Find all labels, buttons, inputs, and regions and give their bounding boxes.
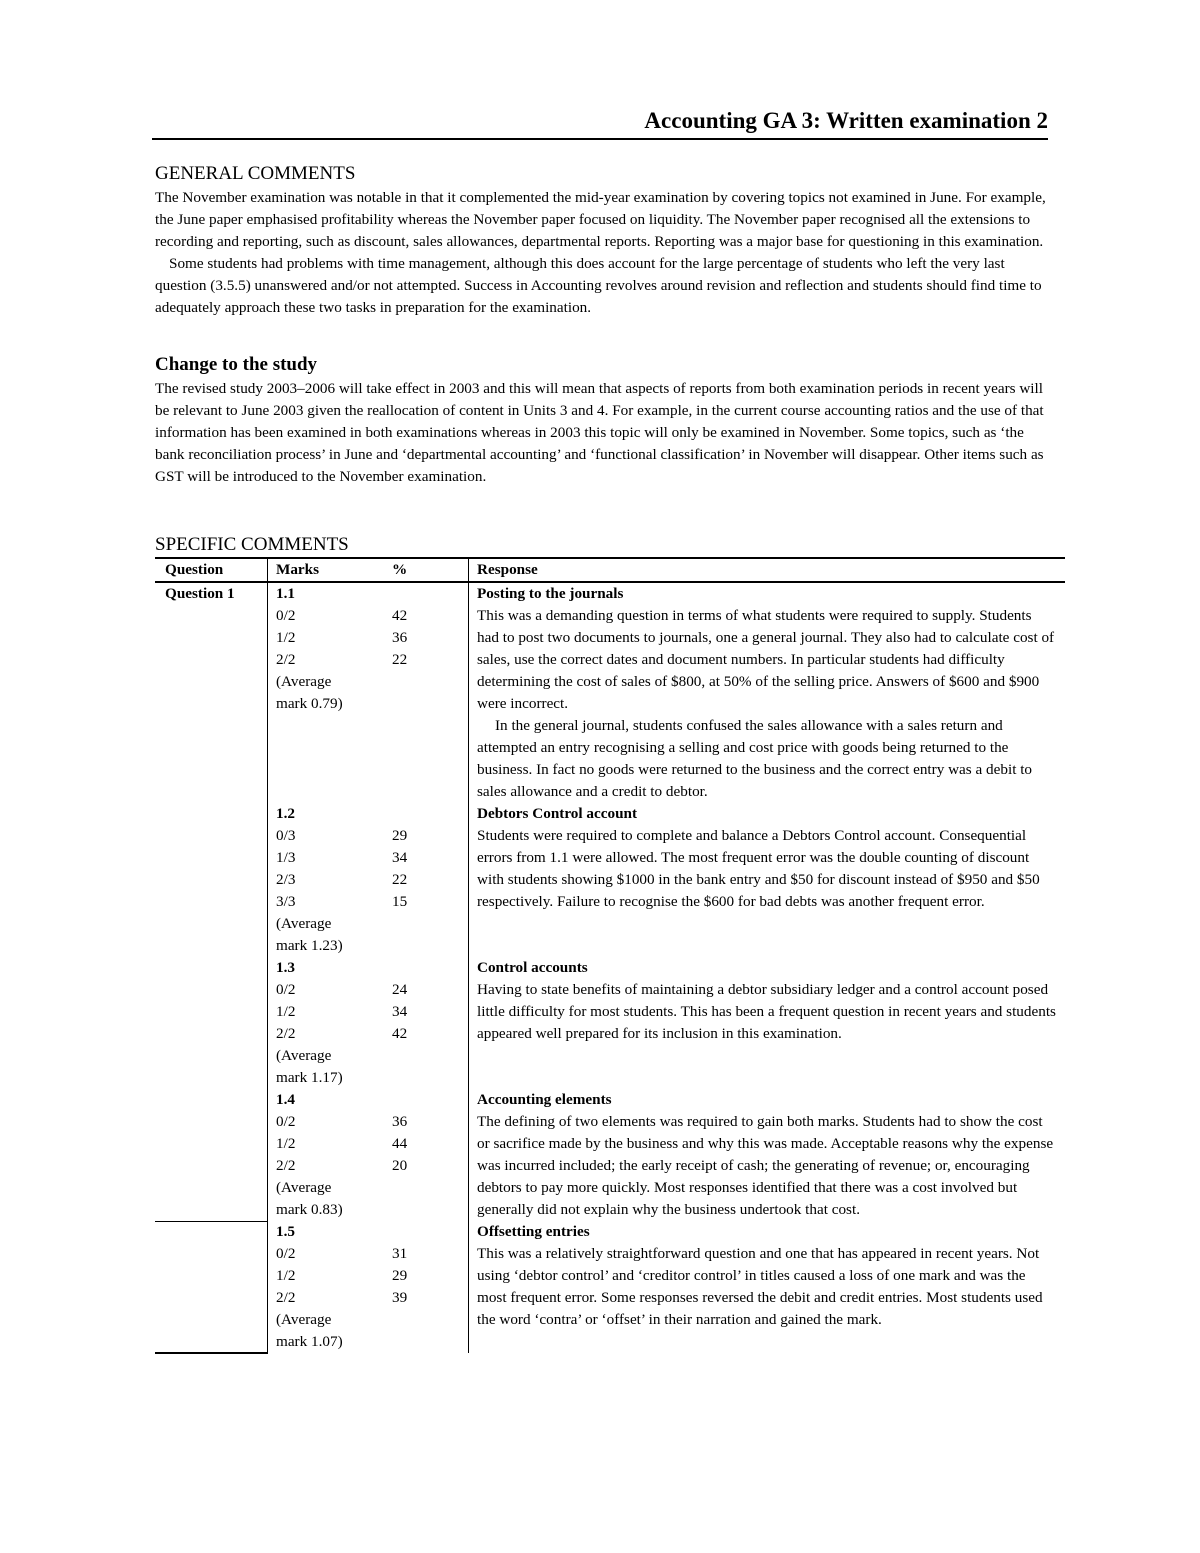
- percent-value: 29: [392, 827, 408, 844]
- average-mark-text: (Average: [276, 1047, 332, 1064]
- mark-value: 1/3: [276, 849, 296, 866]
- question-cell: [155, 1221, 268, 1353]
- general-paragraph-2: Some students had problems with time management, although this does account for the large percentage of students who left the very last question (3.5.5) unanswered and/or not attempted. Success in Accounting revolves around revision and reflection and students should find time to adequately approach these two tasks in preparation for the examination.: [155, 255, 1042, 316]
- mark-value: 0/2: [276, 1113, 296, 1130]
- percent-value: 39: [392, 1289, 408, 1306]
- table-row: [155, 803, 1065, 957]
- mark-value: 2/2: [276, 1025, 296, 1042]
- percent-value: 31: [392, 1245, 408, 1262]
- subquestion-number: 1.5: [276, 1223, 295, 1240]
- percent-value: 42: [392, 607, 408, 624]
- marks-cell: [268, 957, 385, 1089]
- average-mark-text: (Average: [276, 673, 332, 690]
- mark-value: 0/2: [276, 607, 296, 624]
- question-label: Question 1: [155, 582, 268, 803]
- subquestion-number: 1.1: [276, 585, 295, 602]
- column-header-marks: Marks: [268, 558, 385, 582]
- average-mark-text: mark 0.83): [276, 1201, 343, 1218]
- percent-cell: [384, 803, 469, 957]
- column-header-percent: %: [384, 558, 469, 582]
- average-mark-text: (Average: [276, 1311, 332, 1328]
- mark-value: 2/3: [276, 871, 296, 888]
- response-text: The defining of two elements was required to gain both marks. Students had to show the cost or sacrifice made by the business and why this was made. Acceptable reasons why the expense was incurred included; the early receipt of cash; the generating of revenue; or, encouraging debtors to pay more quickly. Most responses identified that there was a cost involved but generally did not explain why the business undertook that cost.: [477, 1113, 1054, 1218]
- specific-comments-heading: SPECIFIC COMMENTS: [155, 534, 349, 555]
- average-mark-text: mark 1.17): [276, 1069, 343, 1086]
- subquestion-number: 1.4: [276, 1091, 295, 1108]
- mark-value: 2/2: [276, 651, 296, 668]
- general-paragraph-1: The November examination was notable in that it complemented the mid-year examination by covering topics not examined in June. For example, the June paper emphasised profitability whereas the November paper focused on liquidity. The November paper recognised all the extensions to recording and reporting, such as discount, sales allowances, departmental reports. Reporting was a major base for questioning in this examination.: [155, 189, 1046, 250]
- mark-value: 0/2: [276, 1245, 296, 1262]
- percent-value: 34: [392, 849, 408, 866]
- response-text: This was a demanding question in terms of what students were required to supply. Students had to post two documents to journals, one a general journal. They also had to calculate cost of sales, use the correct dates and document numbers. In particular students had difficulty determining the cost of sales of $800, at 50% of the selling price. Answers of $600 and $900 were incorrect.: [477, 607, 1055, 712]
- percent-value: 15: [392, 893, 408, 910]
- average-mark-text: (Average: [276, 1179, 332, 1196]
- response-text: In the general journal, students confused the sales allowance with a sales return and attempted an entry recognising a selling and cost price with goods being returned to the business. In fact no goods were returned to the business and the correct entry was a debit to sales allowance and a credit to debtor.: [477, 717, 1033, 800]
- change-paragraph: The revised study 2003–2006 will take effect in 2003 and this will mean that aspects of reports from both examination periods in recent years will be relevant to June 2003 given the reallocation of content in Units 3 and 4. For example, in the current course accounting ratios and the use of that information has been examined in both examinations whereas in 2003 this topic will only be examined in November. Some topics, such as ‘the bank reconciliation process’ in June and ‘departmental accounting’ and ‘functional classification’ in November will disappear. Other items such as GST will be introduced to the November examination.: [155, 380, 1044, 485]
- general-comments-body: [155, 187, 1055, 319]
- response-title: Control accounts: [477, 959, 588, 976]
- mark-value: 3/3: [276, 893, 296, 910]
- percent-value: 36: [392, 1113, 408, 1130]
- table-row: [155, 1089, 1065, 1221]
- marks-cell: [268, 803, 385, 957]
- response-title: Offsetting entries: [477, 1223, 590, 1240]
- subquestion-number: 1.3: [276, 959, 295, 976]
- average-mark-text: mark 1.23): [276, 937, 343, 954]
- percent-value: 42: [392, 1025, 408, 1042]
- subquestion-number: 1.2: [276, 805, 295, 822]
- mark-value: 2/2: [276, 1157, 296, 1174]
- response-cell: [469, 582, 1066, 803]
- percent-value: 29: [392, 1267, 408, 1284]
- table-row: [155, 957, 1065, 1089]
- table-row: [155, 1221, 1065, 1353]
- percent-value: 44: [392, 1135, 408, 1152]
- mark-value: 1/2: [276, 1003, 296, 1020]
- percent-value: 20: [392, 1157, 408, 1174]
- response-cell: [469, 957, 1066, 1089]
- mark-value: 0/3: [276, 827, 296, 844]
- response-title: Debtors Control account: [477, 805, 638, 822]
- percent-cell: [384, 957, 469, 1089]
- specific-comments-table: [155, 557, 1065, 1354]
- question-cell: [155, 803, 268, 957]
- percent-value: 22: [392, 651, 408, 668]
- percent-cell: [384, 1221, 469, 1353]
- table-row: [155, 582, 1065, 803]
- response-text: This was a relatively straightforward question and one that has appeared in recent years. Not using ‘debtor control’ and ‘creditor control’ in titles caused a loss of one mark and was the most frequent error. Some responses reversed the debit and credit entries. Most students used the word ‘contra’ or ‘offset’ in their narration and gained the mark.: [477, 1245, 1043, 1328]
- mark-value: 1/2: [276, 629, 296, 646]
- percent-value: 24: [392, 981, 408, 998]
- response-cell: [469, 803, 1066, 957]
- percent-value: 36: [392, 629, 408, 646]
- percent-value: 34: [392, 1003, 408, 1020]
- column-header-response: Response: [469, 558, 1066, 582]
- marks-cell: [268, 1221, 385, 1353]
- general-comments-heading: GENERAL COMMENTS: [155, 163, 356, 184]
- response-cell: [469, 1221, 1066, 1353]
- marks-cell: [268, 582, 385, 803]
- average-mark-text: mark 1.07): [276, 1333, 343, 1350]
- change-study-body: [155, 378, 1055, 488]
- mark-value: 1/2: [276, 1267, 296, 1284]
- response-text: Having to state benefits of maintaining a debtor subsidiary ledger and a control account posed little difficulty for most students. This has been a frequent question in recent years and students appeared well prepared for its inclusion in this examination.: [477, 981, 1056, 1042]
- percent-cell: [384, 582, 469, 803]
- table-header-row: [155, 558, 1065, 582]
- question-cell: [155, 1089, 268, 1221]
- average-mark-text: (Average: [276, 915, 332, 932]
- average-mark-text: mark 0.79): [276, 695, 343, 712]
- mark-value: 2/2: [276, 1289, 296, 1306]
- mark-value: 1/2: [276, 1135, 296, 1152]
- change-study-heading: Change to the study: [155, 354, 318, 375]
- response-title: Posting to the journals: [477, 585, 624, 602]
- mark-value: 0/2: [276, 981, 296, 998]
- percent-value: 22: [392, 871, 408, 888]
- column-header-question: Question: [155, 558, 268, 582]
- response-title: Accounting elements: [477, 1091, 612, 1108]
- response-cell: [469, 1089, 1066, 1221]
- response-text: Students were required to complete and balance a Debtors Control account. Consequential errors from 1.1 were allowed. The most frequent error was the double counting of discount with students showing $1000 in the bank entry and $50 for discount instead of $950 and $50 respectively. Failure to recognise the $600 for bad debts was another frequent error.: [477, 827, 1040, 910]
- question-cell: [155, 957, 268, 1089]
- page-header-title: Accounting GA 3: Written examination 2: [152, 104, 1048, 140]
- percent-cell: [384, 1089, 469, 1221]
- marks-cell: [268, 1089, 385, 1221]
